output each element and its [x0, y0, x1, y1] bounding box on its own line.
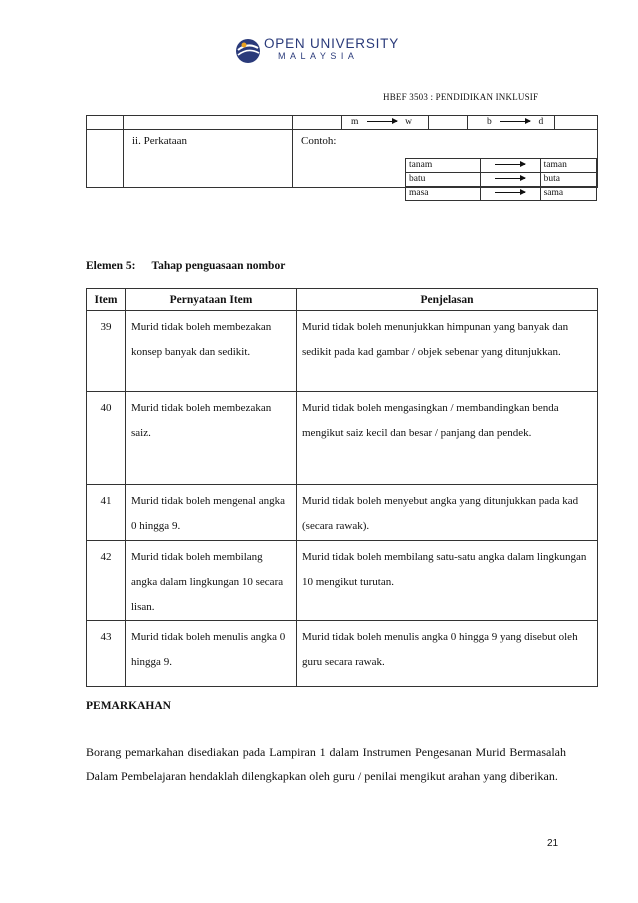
table-cell: [87, 130, 124, 188]
logo-text-line2: MALAYSIA: [278, 51, 359, 61]
row-label-cell: [124, 130, 293, 188]
word-to: buta: [540, 173, 596, 187]
word-to: sama: [540, 187, 596, 201]
arrow-cell: [480, 173, 540, 187]
word-to: taman: [540, 159, 596, 173]
table-row: [87, 485, 598, 541]
letter-pair-2: [468, 116, 555, 130]
header-statement: Pernyataan Item: [126, 289, 297, 311]
words-table: [405, 158, 597, 201]
letter-from: m: [351, 117, 359, 127]
item-number: 43: [87, 621, 126, 687]
item-explanation: Murid tidak boleh menulis angka 0 hingga 9 yang disebut oleh guru secara rawak.: [297, 621, 598, 687]
table-cell: [87, 116, 124, 130]
table-row: [87, 541, 598, 621]
contoh-cell: [293, 130, 598, 198]
item-statement: Murid tidak boleh membezakan konsep banyak dan sedikit.: [126, 311, 297, 392]
arrow-cell: [480, 187, 540, 201]
course-code-header: HBEF 3503 : PENDIDIKAN INKLUSIF: [383, 92, 539, 102]
item-explanation: Murid tidak boleh menyebut angka yang ditunjukkan pada kad (secara rawak).: [297, 485, 598, 541]
items-table: [86, 288, 598, 687]
table-cell: [429, 116, 468, 130]
table-cell: [124, 116, 293, 130]
word-from: batu: [406, 173, 481, 187]
item-statement: Murid tidak boleh mengenal angka 0 hingga 9.: [126, 485, 297, 541]
header-explanation: Penjelasan: [297, 289, 598, 311]
arrow-icon: [495, 192, 525, 193]
letters-table: [341, 115, 555, 130]
header-item: Item: [87, 289, 126, 311]
element-label: Elemen 5:: [86, 260, 136, 272]
item-explanation: Murid tidak boleh mengasingkan / membandingkan benda mengikut saiz kecil dan besar / panjang dan pendek.: [297, 392, 598, 485]
element-heading: [86, 260, 285, 272]
arrow-icon: [495, 164, 525, 165]
table-row: [87, 392, 598, 485]
body-paragraph: Borang pemarkahan disediakan pada Lampiran 1 dalam Instrumen Pengesanan Murid Bermasalah Dalam Pembelajaran hendaklah dilengkapkan oleh guru / penilai mengikut arahan yang diberikan.: [86, 745, 566, 783]
word-from: masa: [406, 187, 481, 201]
item-statement: Murid tidak boleh membilang angka dalam lingkungan 10 secara lisan.: [126, 541, 297, 621]
letter-from: b: [487, 117, 492, 127]
row-label: ii. Perkataan: [132, 135, 187, 147]
item-number: 40: [87, 392, 126, 485]
item-explanation: Murid tidak boleh menunjukkan himpunan yang banyak dan sedikit pada kad gambar / objek sebenar yang ditunjukkan.: [297, 311, 598, 392]
table-row: [87, 311, 598, 392]
item-number: 41: [87, 485, 126, 541]
letter-to: w: [405, 117, 413, 127]
item-statement: Murid tidak boleh membezakan saiz.: [126, 392, 297, 485]
item-number: 39: [87, 311, 126, 392]
arrow-icon: [500, 121, 530, 122]
letter-to: d: [538, 117, 544, 127]
page-number: 21: [547, 838, 559, 849]
table-row: [87, 621, 598, 687]
section-heading: PEMARKAHAN: [86, 700, 171, 712]
arrow-icon: [495, 178, 525, 179]
oum-logo: [234, 34, 409, 68]
contoh-label: Contoh:: [301, 135, 337, 147]
item-number: 42: [87, 541, 126, 621]
arrow-cell: [480, 159, 540, 173]
item-statement: Murid tidak boleh menulis angka 0 hingga 9.: [126, 621, 297, 687]
logo-text-line1: OPEN UNIVERSITY: [264, 36, 400, 51]
continued-table: [86, 115, 598, 198]
element-title: Tahap penguasaan nombor: [151, 260, 286, 272]
arrow-icon: [367, 121, 397, 122]
letters-cell: [293, 116, 598, 130]
letter-pair-1: [342, 116, 429, 130]
item-explanation: Murid tidak boleh membilang satu-satu angka dalam lingkungan 10 mengikut turutan.: [297, 541, 598, 621]
word-from: tanam: [406, 159, 481, 173]
oum-logo-icon: [234, 36, 262, 66]
